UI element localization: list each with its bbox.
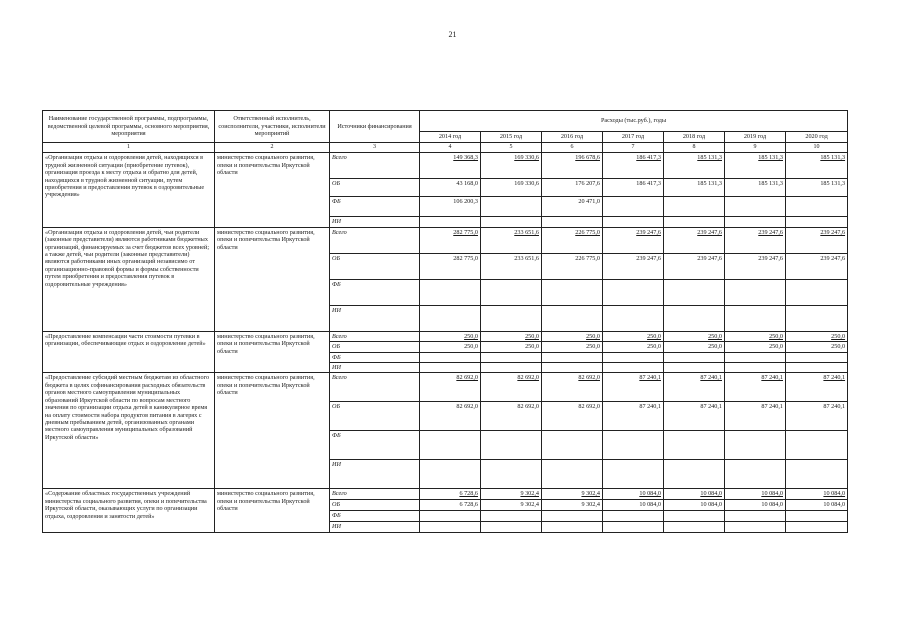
- expense-value: [603, 197, 664, 217]
- expense-value: 82 692,0: [542, 402, 603, 431]
- expense-value: 87 240,1: [603, 373, 664, 402]
- table-header: [43, 111, 848, 153]
- expense-value: 176 207,6: [542, 179, 603, 197]
- expense-value: 87 240,1: [786, 402, 848, 431]
- column-number: 7: [603, 143, 664, 153]
- expense-value: [603, 217, 664, 227]
- expense-value: 10 084,0: [664, 500, 725, 511]
- measure-description: «Предоставление субсидий местным бюджетам из областного бюджета в целях софинансирования расходных обязательств органов местного самоуправления муниципальных образований Иркутской области по вопросам местного значения по организации отдыха детей в каникулярное время на оплату стоимости набора продуктов питания в лагерях с дневным пребыванием детей, организованных органами местного самоуправления муниципальных образований Иркутской области»: [43, 373, 215, 489]
- expense-value: [786, 305, 848, 331]
- expense-value: [786, 522, 848, 533]
- funding-source: ОБ: [330, 253, 420, 279]
- expense-value: 82 692,0: [542, 373, 603, 402]
- expense-value: [603, 511, 664, 522]
- expense-value: [420, 431, 481, 460]
- expense-value: 250,0: [420, 331, 481, 341]
- expense-value: [603, 305, 664, 331]
- expense-value: [603, 352, 664, 362]
- expense-value: [420, 511, 481, 522]
- expense-value: 239 247,6: [664, 253, 725, 279]
- expense-value: 226 775,0: [542, 253, 603, 279]
- column-number: 3: [330, 143, 420, 153]
- funding-source: ФБ: [330, 197, 420, 217]
- responsible-executor: министерство социального развития, опеки и попечительства Иркутской области: [215, 153, 330, 227]
- expense-value: [481, 305, 542, 331]
- expense-value: [542, 217, 603, 227]
- expense-value: [664, 352, 725, 362]
- funding-source: Всего: [330, 227, 420, 253]
- expense-value: [542, 352, 603, 362]
- expense-value: 43 168,0: [420, 179, 481, 197]
- responsible-executor: министерство социального развития, опеки и попечительства Иркутской области: [215, 373, 330, 489]
- responsible-executor: министерство социального развития, опеки и попечительства Иркутской области: [215, 227, 330, 331]
- expense-value: [725, 511, 786, 522]
- expense-value: 239 247,6: [786, 227, 848, 253]
- expense-value: 250,0: [786, 342, 848, 352]
- expense-value: [420, 522, 481, 533]
- table-row: [43, 489, 848, 500]
- expense-value: 250,0: [664, 331, 725, 341]
- expense-value: [664, 305, 725, 331]
- expense-value: [603, 362, 664, 372]
- expense-value: [542, 460, 603, 489]
- expense-value: 185 131,3: [786, 153, 848, 179]
- expense-value: 9 302,4: [481, 489, 542, 500]
- expense-value: 196 678,6: [542, 153, 603, 179]
- expense-value: [725, 305, 786, 331]
- expense-value: [664, 460, 725, 489]
- expense-value: [786, 352, 848, 362]
- measure-description: «Предоставление компенсации части стоимости путевки в организации, обеспечивающие отдых и оздоровление детей»: [43, 331, 215, 373]
- funding-source: ОБ: [330, 179, 420, 197]
- expense-value: 250,0: [786, 331, 848, 341]
- expense-value: [725, 362, 786, 372]
- expense-value: 239 247,6: [786, 253, 848, 279]
- expense-value: [664, 217, 725, 227]
- expense-value: 149 368,3: [420, 153, 481, 179]
- expense-value: 9 302,4: [542, 489, 603, 500]
- funding-source: Всего: [330, 331, 420, 341]
- expense-value: 169 330,6: [481, 153, 542, 179]
- expense-value: [481, 279, 542, 305]
- expense-value: [481, 431, 542, 460]
- expense-value: 82 692,0: [420, 373, 481, 402]
- expense-value: [481, 460, 542, 489]
- expense-value: 250,0: [725, 331, 786, 341]
- funding-source: ФБ: [330, 511, 420, 522]
- table-row: [43, 153, 848, 179]
- expense-value: [786, 197, 848, 217]
- expense-value: [481, 522, 542, 533]
- funding-source: ИИ: [330, 305, 420, 331]
- budget-table: [42, 110, 848, 533]
- expense-value: 20 471,0: [542, 197, 603, 217]
- responsible-executor: министерство социального развития, опеки и попечительства Иркутской области: [215, 331, 330, 373]
- funding-source: ФБ: [330, 431, 420, 460]
- expense-value: 9 302,4: [481, 500, 542, 511]
- column-number: 2: [215, 143, 330, 153]
- expense-value: [420, 352, 481, 362]
- expense-value: [786, 279, 848, 305]
- column-number: 8: [664, 143, 725, 153]
- funding-source: ОБ: [330, 500, 420, 511]
- expense-value: 10 084,0: [603, 489, 664, 500]
- expense-value: 233 651,6: [481, 227, 542, 253]
- expense-value: 239 247,6: [603, 253, 664, 279]
- table-row: [43, 373, 848, 402]
- expense-value: [542, 305, 603, 331]
- expense-value: [664, 431, 725, 460]
- measure-description: «Организация отдыха и оздоровления детей, находящихся в трудной жизненной ситуации (приобретение путевок), организация проезда к месту отдыха и обратно для детей, находящихся в трудной жизненной ситуации, путем приобретения и предоставления путевок в оздоровительные учреждения»: [43, 153, 215, 227]
- expense-value: [664, 279, 725, 305]
- expense-value: 10 084,0: [725, 500, 786, 511]
- expense-value: [542, 279, 603, 305]
- expense-value: 10 084,0: [786, 489, 848, 500]
- expense-value: [725, 279, 786, 305]
- expense-value: 185 131,3: [664, 153, 725, 179]
- header-year: 2015 год: [481, 132, 542, 143]
- expense-value: [786, 362, 848, 372]
- expense-value: [603, 522, 664, 533]
- expense-value: [603, 431, 664, 460]
- expense-value: 239 247,6: [603, 227, 664, 253]
- expense-value: 87 240,1: [664, 402, 725, 431]
- expense-value: 250,0: [481, 331, 542, 341]
- funding-source: ИИ: [330, 460, 420, 489]
- expense-value: 239 247,6: [725, 227, 786, 253]
- expense-value: 10 084,0: [725, 489, 786, 500]
- expense-value: 169 330,6: [481, 179, 542, 197]
- expense-value: 250,0: [664, 342, 725, 352]
- expense-value: 185 131,3: [786, 179, 848, 197]
- expense-value: [725, 522, 786, 533]
- header-year: 2019 год: [725, 132, 786, 143]
- expense-value: 226 775,0: [542, 227, 603, 253]
- expense-value: 186 417,3: [603, 179, 664, 197]
- funding-source: Всего: [330, 373, 420, 402]
- expense-value: [542, 511, 603, 522]
- expense-value: 10 084,0: [664, 489, 725, 500]
- expense-value: [420, 362, 481, 372]
- column-number: 6: [542, 143, 603, 153]
- expense-value: [786, 431, 848, 460]
- column-number: 1: [43, 143, 215, 153]
- expense-value: [725, 197, 786, 217]
- expense-value: 250,0: [603, 342, 664, 352]
- expense-value: 233 651,6: [481, 253, 542, 279]
- header-responsible: Ответственный исполнитель, соисполнители, участники, исполнители мероприятий: [215, 111, 330, 143]
- table-row: [43, 227, 848, 253]
- expense-value: [481, 362, 542, 372]
- responsible-executor: министерство социального развития, опеки и попечительства Иркутской области: [215, 489, 330, 533]
- expense-value: 87 240,1: [725, 402, 786, 431]
- expense-value: [481, 217, 542, 227]
- expense-value: [603, 460, 664, 489]
- funding-source: ФБ: [330, 352, 420, 362]
- expense-value: 6 728,6: [420, 489, 481, 500]
- expense-value: 282 775,0: [420, 253, 481, 279]
- expense-value: 6 728,6: [420, 500, 481, 511]
- funding-source: Всего: [330, 489, 420, 500]
- expense-value: [786, 511, 848, 522]
- expense-value: 250,0: [420, 342, 481, 352]
- funding-source: ИИ: [330, 362, 420, 372]
- funding-source: ИИ: [330, 522, 420, 533]
- column-number: 9: [725, 143, 786, 153]
- expense-value: [786, 460, 848, 489]
- expense-value: [664, 197, 725, 217]
- header-year: 2016 год: [542, 132, 603, 143]
- expense-value: 239 247,6: [664, 227, 725, 253]
- table-row: [43, 331, 848, 341]
- expense-value: 185 131,3: [725, 153, 786, 179]
- header-expenses: Расходы (тыс.руб.), годы: [420, 111, 848, 132]
- expense-value: [725, 217, 786, 227]
- header-year: 2020 год: [786, 132, 848, 143]
- expense-value: 250,0: [481, 342, 542, 352]
- expense-value: 250,0: [542, 331, 603, 341]
- expense-value: 250,0: [542, 342, 603, 352]
- expense-value: [420, 217, 481, 227]
- expense-value: 87 240,1: [725, 373, 786, 402]
- expense-value: [725, 431, 786, 460]
- expense-value: 87 240,1: [664, 373, 725, 402]
- funding-source: Всего: [330, 153, 420, 179]
- expense-value: [420, 460, 481, 489]
- column-number: 4: [420, 143, 481, 153]
- expense-value: 9 302,4: [542, 500, 603, 511]
- expense-value: [725, 352, 786, 362]
- expense-value: [481, 352, 542, 362]
- header-program: Наименование государственной программы, подпрограммы, ведомственной целевой программы, основного мероприятия, мероприятия: [43, 111, 215, 143]
- expense-value: [542, 431, 603, 460]
- expense-value: [481, 511, 542, 522]
- expense-value: 250,0: [603, 331, 664, 341]
- expense-value: [786, 217, 848, 227]
- expense-value: 82 692,0: [420, 402, 481, 431]
- expense-value: 239 247,6: [725, 253, 786, 279]
- funding-source: ИИ: [330, 217, 420, 227]
- expense-value: [664, 511, 725, 522]
- measure-description: «Организация отдыха и оздоровления детей, чьи родители (законные представители) являются работниками бюджетных организаций, финансируемых за счет бюджетов всех уровней; а также детей, чьи родители (законные представители) являются работниками иных организаций независимо от организационно-правовой формы и формы собственности путем приобретения и предоставления путевок в оздоровительные учреждения»: [43, 227, 215, 331]
- expense-value: [420, 279, 481, 305]
- expense-value: [542, 522, 603, 533]
- expense-value: [664, 522, 725, 533]
- expense-value: 185 131,3: [725, 179, 786, 197]
- expense-value: 10 084,0: [786, 500, 848, 511]
- expense-value: [725, 460, 786, 489]
- table-body: [43, 153, 848, 533]
- expense-value: 82 692,0: [481, 402, 542, 431]
- expense-value: 87 240,1: [603, 402, 664, 431]
- funding-source: ОБ: [330, 342, 420, 352]
- expense-value: 185 131,3: [664, 179, 725, 197]
- expense-value: 282 775,0: [420, 227, 481, 253]
- measure-description: «Содержание областных государственных учреждений министерства социального развития, опеки и попечительства Иркутской области, оказывающих услуги по организации отдыха, оздоровления и занятости детей»: [43, 489, 215, 533]
- expense-value: 82 692,0: [481, 373, 542, 402]
- expense-value: [481, 197, 542, 217]
- header-source: Источники финансирования: [330, 111, 420, 143]
- expense-value: [603, 279, 664, 305]
- expense-value: 106 200,3: [420, 197, 481, 217]
- funding-source: ФБ: [330, 279, 420, 305]
- expense-value: [420, 305, 481, 331]
- expense-value: 250,0: [725, 342, 786, 352]
- funding-source: ОБ: [330, 402, 420, 431]
- header-year: 2017 год: [603, 132, 664, 143]
- column-number: 10: [786, 143, 848, 153]
- expense-value: 10 084,0: [603, 500, 664, 511]
- expense-value: 87 240,1: [786, 373, 848, 402]
- expense-value: [542, 362, 603, 372]
- header-year: 2014 год: [420, 132, 481, 143]
- column-number: 5: [481, 143, 542, 153]
- header-year: 2018 год: [664, 132, 725, 143]
- expense-value: [664, 362, 725, 372]
- page-number: 21: [448, 30, 457, 39]
- expense-value: 186 417,3: [603, 153, 664, 179]
